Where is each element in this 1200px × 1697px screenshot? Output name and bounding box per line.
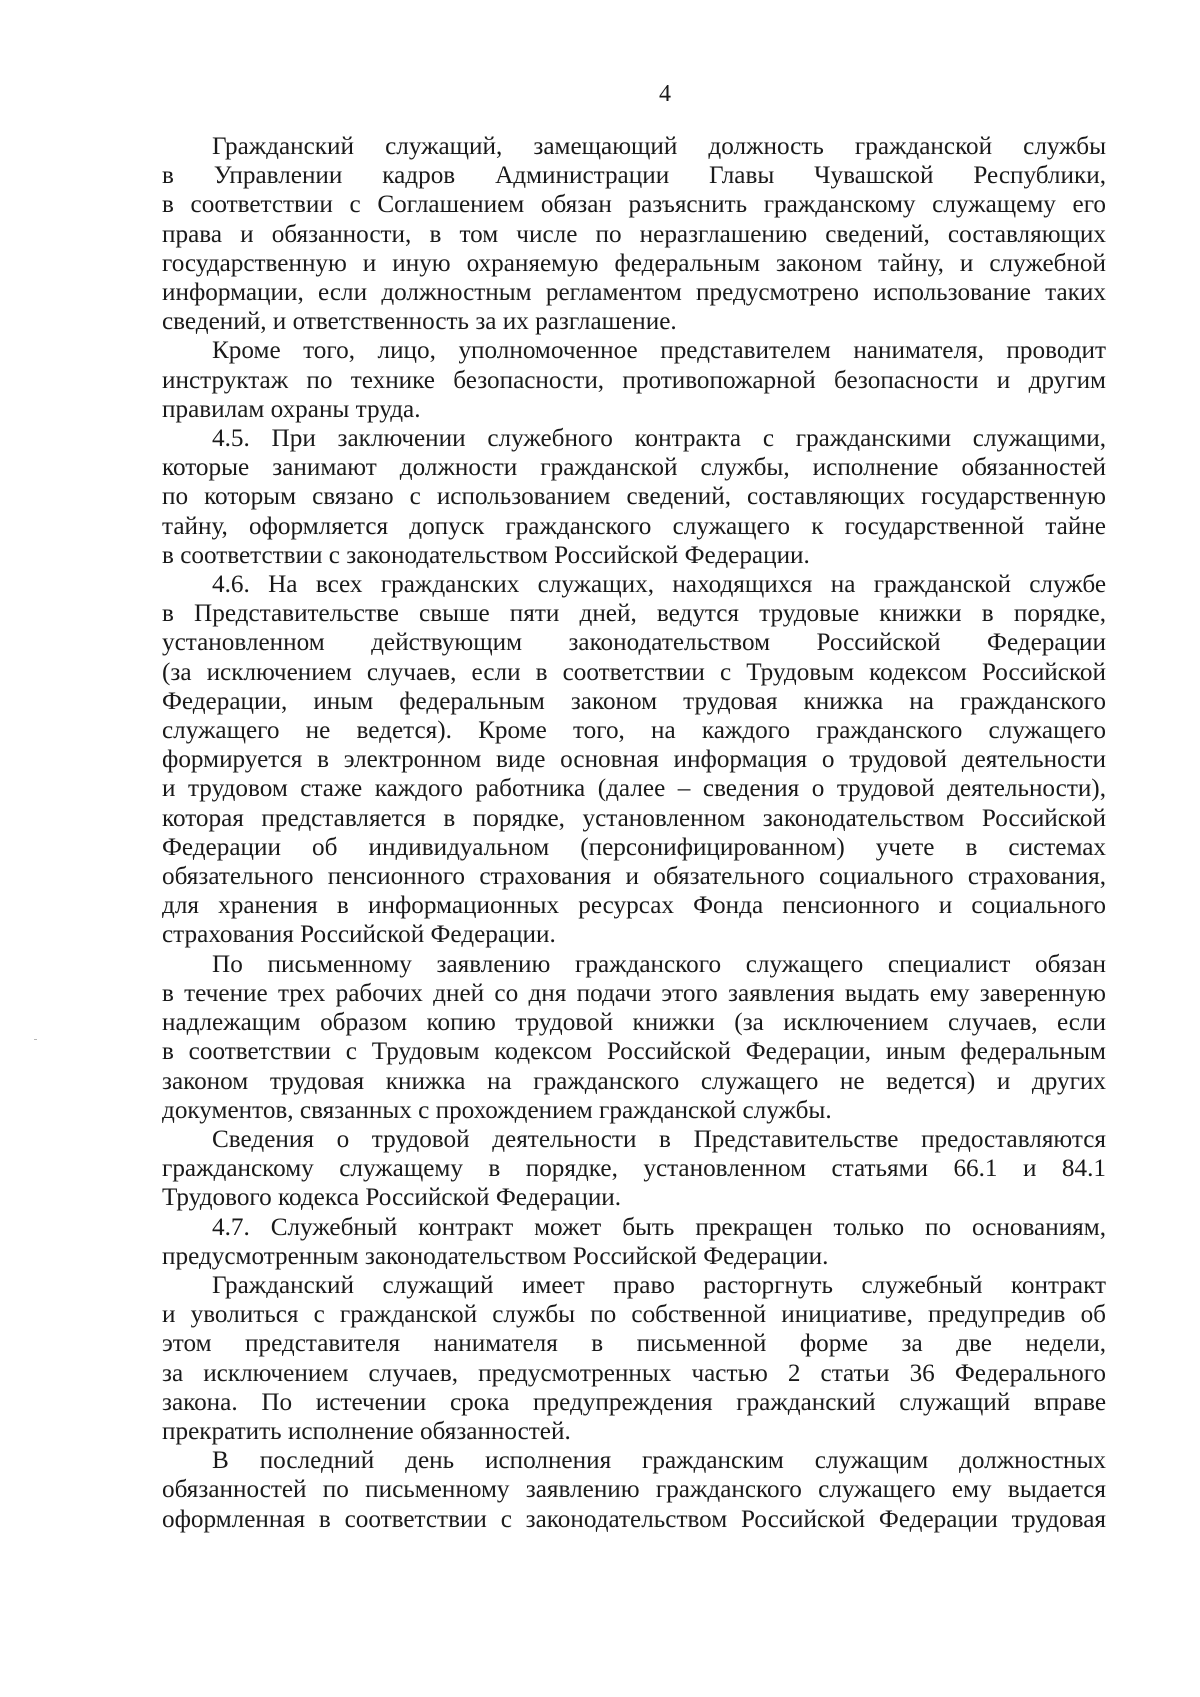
- text-line: правилам охраны труда.: [162, 395, 421, 423]
- text-line: По письменному заявлению гражданского служащего специалист обязан: [212, 950, 1106, 978]
- text-line: оформленная в соответствии с законодательством Российской Федерации трудовая: [162, 1505, 1106, 1533]
- scan-artifact: [34, 1039, 37, 1040]
- text-line: информации, если должностным регламентом предусмотрено использование таких: [162, 279, 1106, 307]
- text-line: сведений, и ответственность за их разглашение.: [162, 308, 677, 336]
- text-line: Федерации об индивидуальном (персонифицированном) учете в системах: [162, 833, 1106, 861]
- text-line: законом трудовая книжка на гражданского служащего не ведется) и других: [162, 1067, 1106, 1095]
- text-line: обязательного пенсионного страхования и обязательного социального страхования,: [162, 863, 1106, 891]
- text-line: страхования Российской Федерации.: [162, 921, 556, 949]
- paragraph: [162, 570, 1106, 950]
- paragraph: [162, 424, 1106, 570]
- text-line: государственную и иную охраняемую федеральным законом тайну, и служебной: [162, 249, 1106, 277]
- text-line: Федерации, иным федеральным законом трудовая книжка на гражданского: [162, 687, 1106, 715]
- paragraph: [162, 1213, 1106, 1271]
- text-line: служащего не ведется). Кроме того, на каждого гражданского служащего: [162, 717, 1106, 745]
- text-line: в соответствии с Соглашением обязан разъяснить гражданскому служащему его: [162, 191, 1106, 219]
- text-line: в соответствии с законодательством Российской Федерации.: [162, 541, 810, 569]
- text-line: предусмотренным законодательством Российской Федерации.: [162, 1242, 829, 1270]
- text-line: и трудовом стаже каждого работника (далее – сведения о трудовой деятельности),: [162, 775, 1106, 803]
- document-body: [162, 132, 1106, 1534]
- text-line: Кроме того, лицо, уполномоченное представителем нанимателя, проводит: [212, 337, 1106, 365]
- text-line: Гражданский служащий, замещающий должность гражданской службы: [212, 133, 1106, 160]
- text-line: по которым связано с использованием сведений, составляющих государственную: [162, 483, 1106, 511]
- page-number: 4: [659, 81, 671, 107]
- text-line: (за исключением случаев, если в соответствии с Трудовым кодексом Российской: [162, 658, 1106, 686]
- text-line: которая представляется в порядке, установленном законодательством Российской: [162, 804, 1106, 832]
- text-line: 4.6. На всех гражданских служащих, находящихся на гражданской службе: [212, 571, 1106, 599]
- text-line: права и обязанности, в том числе по неразглашению сведений, составляющих: [162, 220, 1106, 248]
- text-line: и уволиться с гражданской службы по собственной инициативе, предупредив об: [162, 1301, 1106, 1329]
- paragraph: [162, 132, 1106, 336]
- paragraph: [162, 950, 1106, 1125]
- text-line: Сведения о трудовой деятельности в Представительстве предоставляются: [212, 1125, 1106, 1153]
- paragraph: [162, 1271, 1106, 1446]
- text-line: Трудового кодекса Российской Федерации.: [162, 1184, 622, 1212]
- text-line: установленном действующим законодательством Российской Федерации: [162, 629, 1106, 657]
- paragraph: [162, 336, 1106, 424]
- text-line: инструктаж по технике безопасности, противопожарной безопасности и другим: [162, 366, 1106, 394]
- text-line: надлежащим образом копию трудовой книжки (за исключением случаев, если: [162, 1009, 1106, 1037]
- text-line: В последний день исполнения гражданским служащим должностных: [212, 1447, 1106, 1475]
- text-line: которые занимают должности гражданской службы, исполнение обязанностей: [162, 454, 1106, 482]
- paragraph: [162, 1125, 1106, 1213]
- text-line: 4.7. Служебный контракт может быть прекращен только по основаниям,: [212, 1213, 1106, 1241]
- text-line: в Представительстве свыше пяти дней, ведутся трудовые книжки в порядке,: [162, 600, 1106, 628]
- text-line: за исключением случаев, предусмотренных частью 2 статьи 36 Федерального: [162, 1359, 1106, 1387]
- paragraph: [162, 1446, 1106, 1534]
- text-line: в Управлении кадров Администрации Главы Чувашской Республики,: [162, 162, 1106, 190]
- text-line: закона. По истечении срока предупреждения гражданский служащий вправе: [162, 1388, 1106, 1416]
- text-line: гражданскому служащему в порядке, установленном статьями 66.1 и 84.1: [162, 1155, 1106, 1183]
- text-line: этом представителя нанимателя в письменной форме за две недели,: [162, 1330, 1106, 1358]
- text-line: 4.5. При заключении служебного контракта с гражданскими служащими,: [212, 425, 1106, 453]
- text-line: Гражданский служащий имеет право расторгнуть служебный контракт: [212, 1271, 1106, 1299]
- text-line: для хранения в информационных ресурсах Фонда пенсионного и социального: [162, 892, 1106, 920]
- text-line: обязанностей по письменному заявлению гражданского служащего ему выдается: [162, 1476, 1106, 1504]
- text-line: тайну, оформляется допуск гражданского служащего к государственной тайне: [162, 512, 1106, 540]
- text-line: в течение трех рабочих дней со дня подачи этого заявления выдать ему заверенную: [162, 979, 1106, 1007]
- text-line: формируется в электронном виде основная информация о трудовой деятельности: [162, 746, 1106, 774]
- text-line: прекратить исполнение обязанностей.: [162, 1417, 571, 1445]
- text-line: документов, связанных с прохождением гражданской службы.: [162, 1096, 832, 1124]
- text-line: в соответствии с Трудовым кодексом Российской Федерации, иным федеральным: [162, 1038, 1106, 1066]
